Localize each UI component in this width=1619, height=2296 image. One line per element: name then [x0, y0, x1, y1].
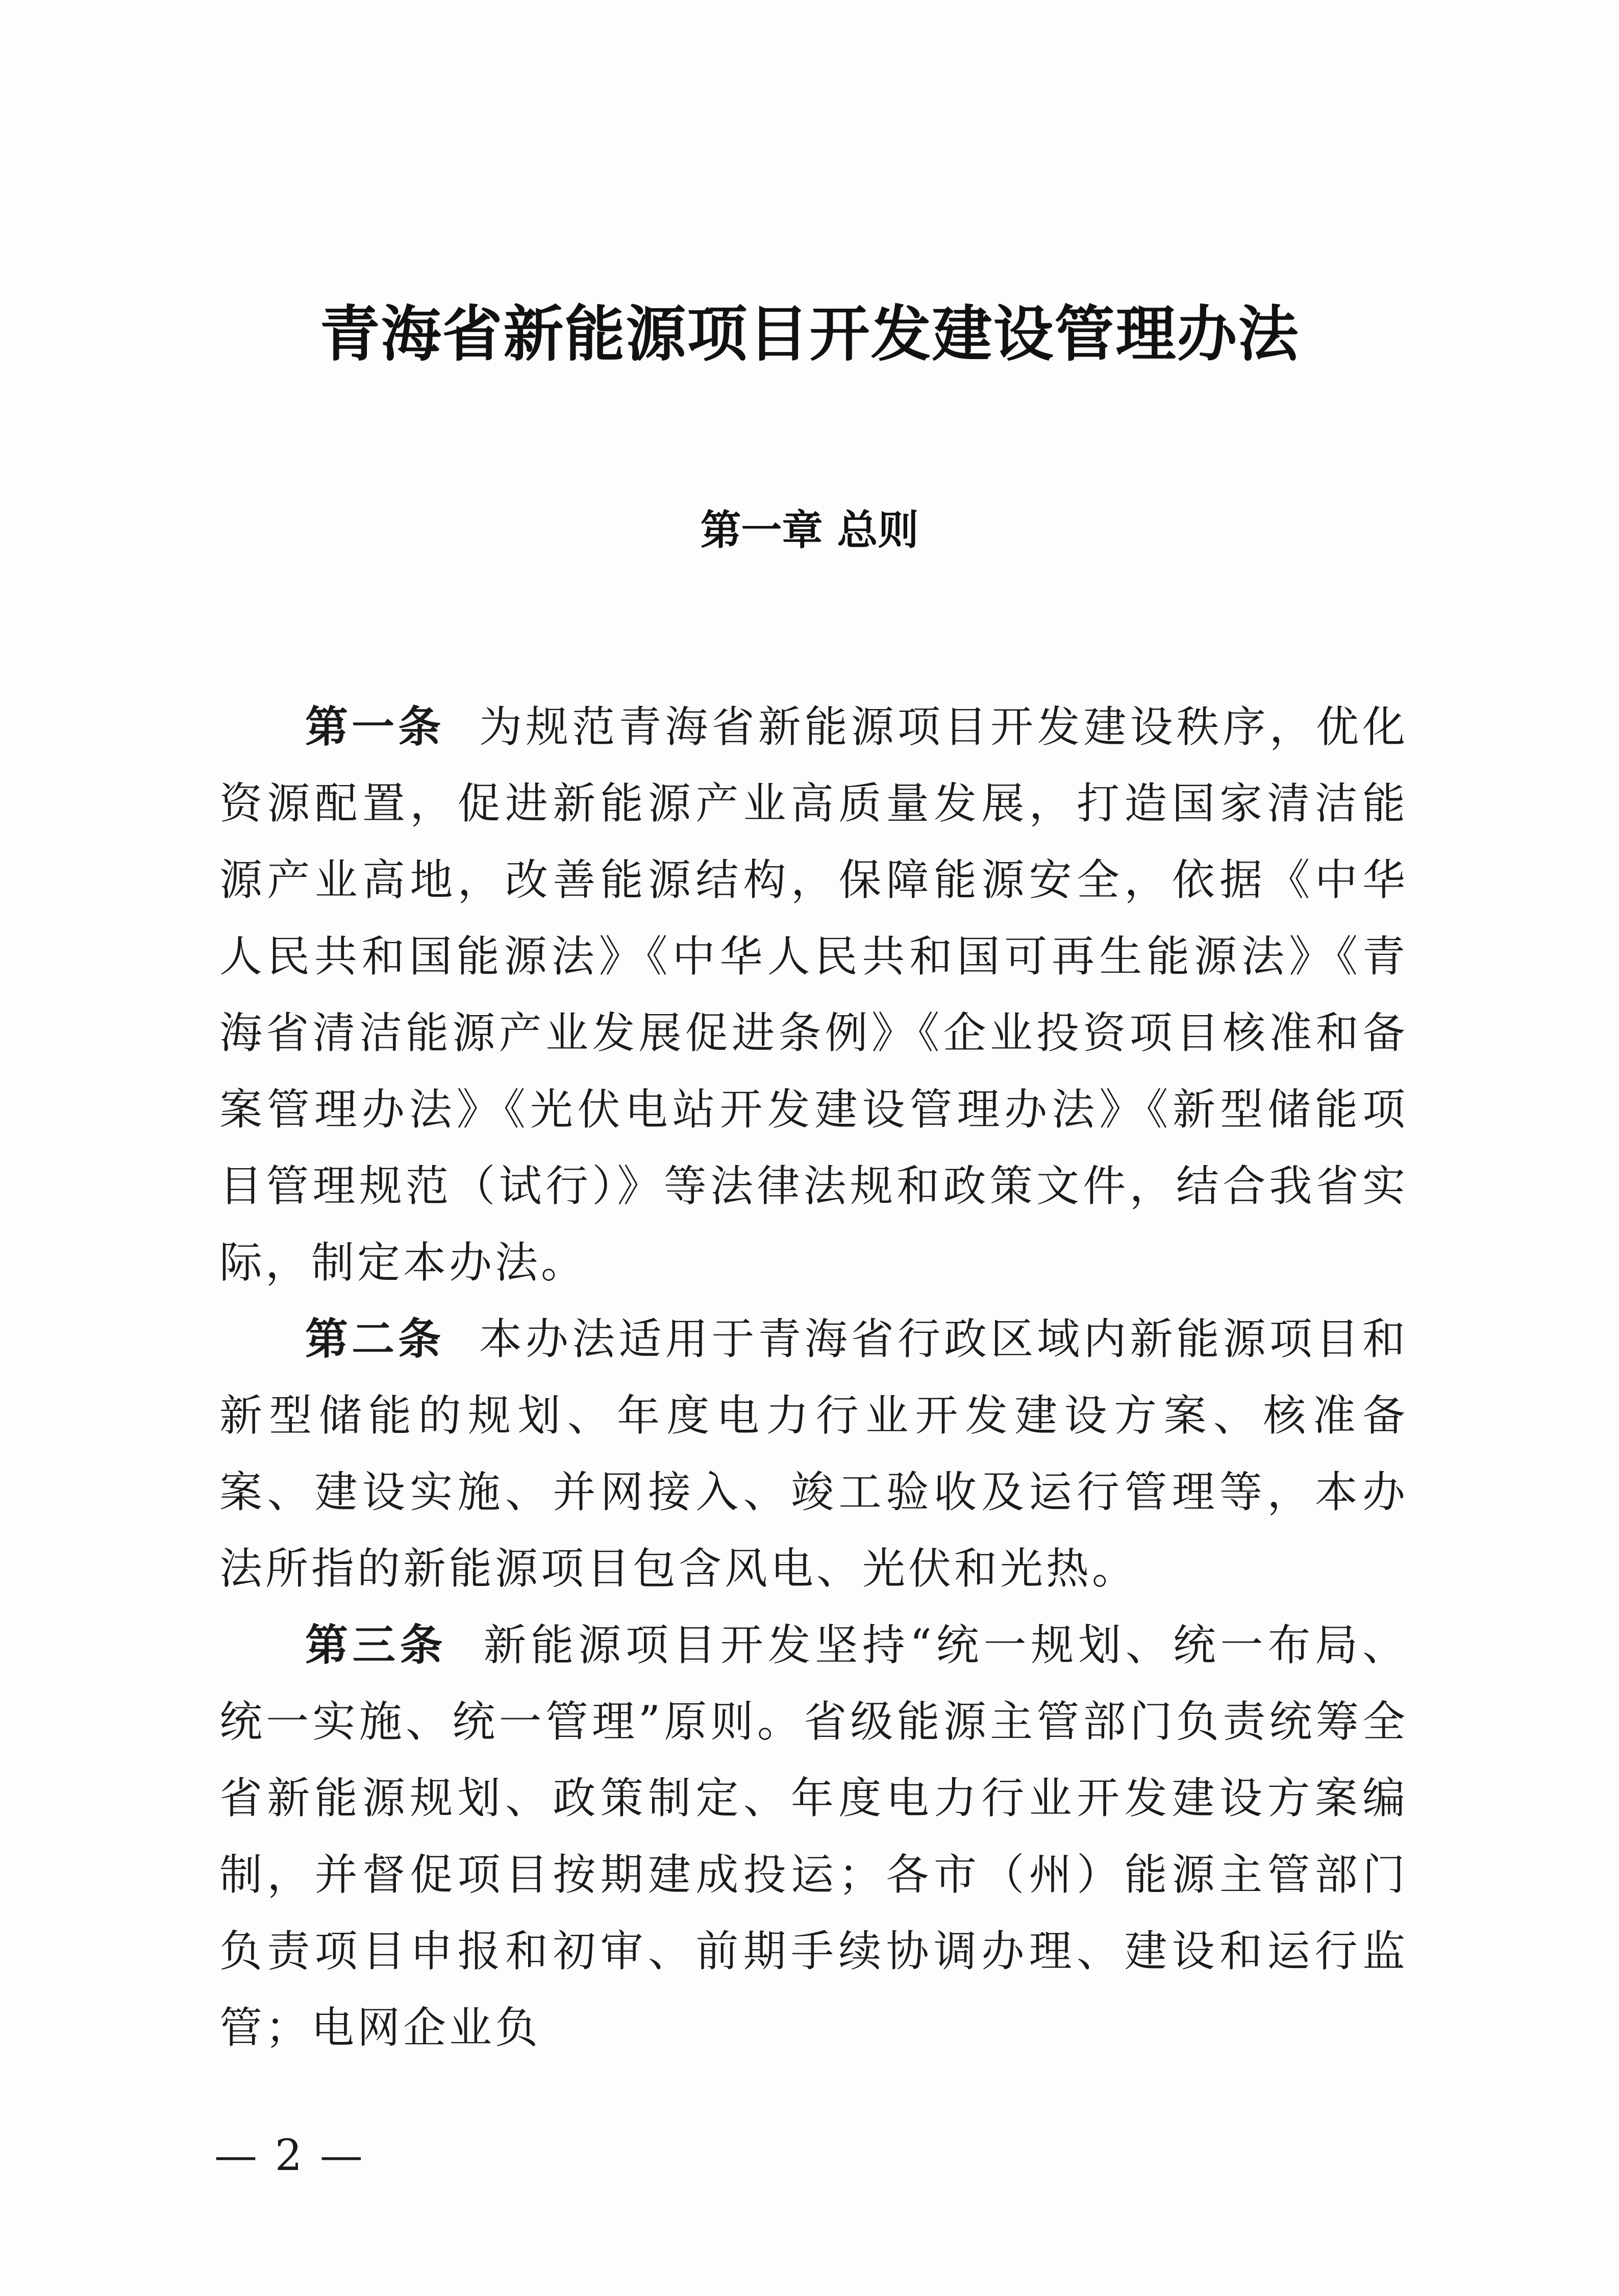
article-number: 第三条	[305, 1620, 447, 1670]
article-text: 为规范青海省新能源项目开发建设秩序，优化资源配置，促进新能源产业高质量发展，打造国家清洁能源产业高地，改善能源结构，保障能源安全，依据《中华人民共和国能源法》《中华人民共和国可再生能源法》《青海省清洁能源产业发展促进条例》《企业投资项目核准和备案管理办法》《光伏电站开发建设管理办法》《新型储能项目管理规范（试行）》等法律法规和政策文件，结合我省实际，制定本办法。	[219, 702, 1408, 1288]
article-text: 新能源项目开发坚持“统一规划、统一布局、统一实施、统一管理”原则。省级能源主管部门负责统筹全省新能源规划、政策制定、年度电力行业开发建设方案编制，并督促项目按期建成投运；各市（州）能源主管部门负责项目申报和初审、前期手续协调办理、建设和运行监管；电网企业负	[219, 1620, 1408, 2053]
document-title: 青海省新能源项目开发建设管理办法	[319, 299, 1300, 369]
chapter-heading: 第一章 总则	[700, 507, 919, 554]
article-text: 本办法适用于青海省行政区域内新能源项目和新型储能的规划、年度电力行业开发建设方案、核准备案、建设实施、并网接入、竣工验收及运行管理等，本办法所指的新能源项目包含风电、光伏和光热。	[219, 1314, 1408, 1594]
article-number: 第一条	[305, 702, 445, 752]
page-number: — 2 —	[214, 2130, 365, 2180]
article-paragraph	[219, 1301, 1408, 1607]
article-paragraph	[219, 1607, 1408, 2066]
document-body	[219, 689, 1408, 2066]
article-paragraph	[219, 689, 1408, 1301]
article-number: 第二条	[305, 1314, 445, 1364]
